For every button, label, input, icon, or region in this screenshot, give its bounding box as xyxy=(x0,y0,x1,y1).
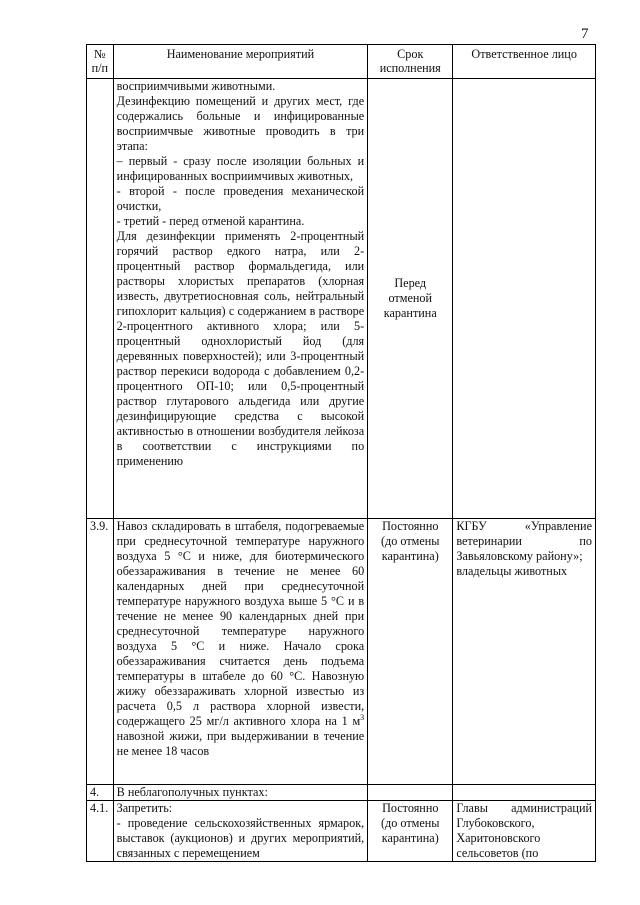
table-header-row xyxy=(87,45,596,79)
row-term: Постоянно (до отмены карантина) xyxy=(368,519,453,785)
row-responsible xyxy=(453,519,596,785)
responsible-line: КГБУ «Управление ветеринарии по Завьяловскому району»; xyxy=(456,519,592,563)
paragraph: Навоз складировать в штабеля, подогреваемые при среднесуточной температуре наружного воздуха 5 °С и ниже, для биотермического обеззараживания в течение не менее 60 календарных дней при среднесуточной температуре наружного воздуха выше 5 °С и в течение не менее 90 календарных дней при среднесуточной температуре наружного воздуха 5 °С и ниже. Начало срока обеззараживания считается день подъема температуры в штабеле до 60 °С. Навозную жижу обеззараживать хлорной известью из расчета 0,5 л раствора хлорной извести, содержащего 25 мг/л активного хлора на 1 м xyxy=(116,519,365,728)
row-description xyxy=(113,801,368,862)
paragraph: навозной жижи, при выдерживании в течение не менее 18 часов xyxy=(116,729,365,758)
paragraph: Дезинфекцию помещений и других мест, где содержались больные и инфицированные восприимчвые животные проводить в три этапа: xyxy=(116,94,365,153)
table-row xyxy=(87,801,596,862)
responsible-line: владельцы животных xyxy=(456,564,568,578)
row-term: Перед отменой карантина xyxy=(368,79,453,519)
row-term: Постоянно (до отмены карантина) xyxy=(368,801,453,862)
table-row xyxy=(87,79,596,519)
superscript: 3 xyxy=(360,712,365,722)
row-number: 4. xyxy=(87,785,114,801)
row-description xyxy=(113,519,368,785)
measures-table xyxy=(86,44,596,862)
row-responsible xyxy=(453,79,596,519)
paragraph: Для дезинфекции применять 2-процентный горячий раствор едкого натра, или 2-процентный раствор формальдегида, или растворы хлористых препаратов (хлорная известь, двутретиосновная соль, нейтральный гипохлорит кальция) с содержанием в растворе 2-процентного активного хлора; или 5-процентный однохлористый йод (для деревянных поверхностей); или 3-процентный раствор перекиси водорода с добавлением 0,2-процентного ОП-10; или 0,5-процентный раствор глутарового альдегида или другие дезинфицирующие средства с высокой активностью в отношении возбудителя лейкоза в соответствии с инструкциями по применению xyxy=(116,229,365,468)
page-number: 7 xyxy=(581,26,589,42)
row-description xyxy=(113,79,368,519)
paragraph: восприимчивыми животными. xyxy=(116,79,276,93)
header-name: Наименование мероприятий xyxy=(113,45,368,79)
row-number: 4.1. xyxy=(87,801,114,862)
row-responsible xyxy=(453,785,596,801)
paragraph: - третий - перед отменой карантина. xyxy=(116,214,305,228)
row-number xyxy=(87,79,114,519)
header-responsible: Ответственное лицо xyxy=(453,45,596,79)
paragraph: – первый - сразу после изоляции больных и инфицированных восприимчивых животных, xyxy=(116,154,365,183)
row-number: 3.9. xyxy=(87,519,114,785)
paragraph: - проведение сельскохозяйственных ярмарок, выставок (аукционов) и других мероприятий, связанных с перемещением xyxy=(116,816,365,860)
row-responsible xyxy=(453,801,596,862)
paragraph: - второй - после проведения механической очистки, xyxy=(116,184,365,213)
responsible-line: Главы администраций Глубоковского, Харитоновского сельсоветов (по xyxy=(456,801,592,860)
row-term xyxy=(368,785,453,801)
table-row xyxy=(87,519,596,785)
header-num: № п/п xyxy=(87,45,114,79)
paragraph: Запретить: xyxy=(116,801,173,815)
table-row xyxy=(87,785,596,801)
header-term: Срок исполнения xyxy=(368,45,453,79)
row-description: В неблагополучных пунктах: xyxy=(113,785,368,801)
